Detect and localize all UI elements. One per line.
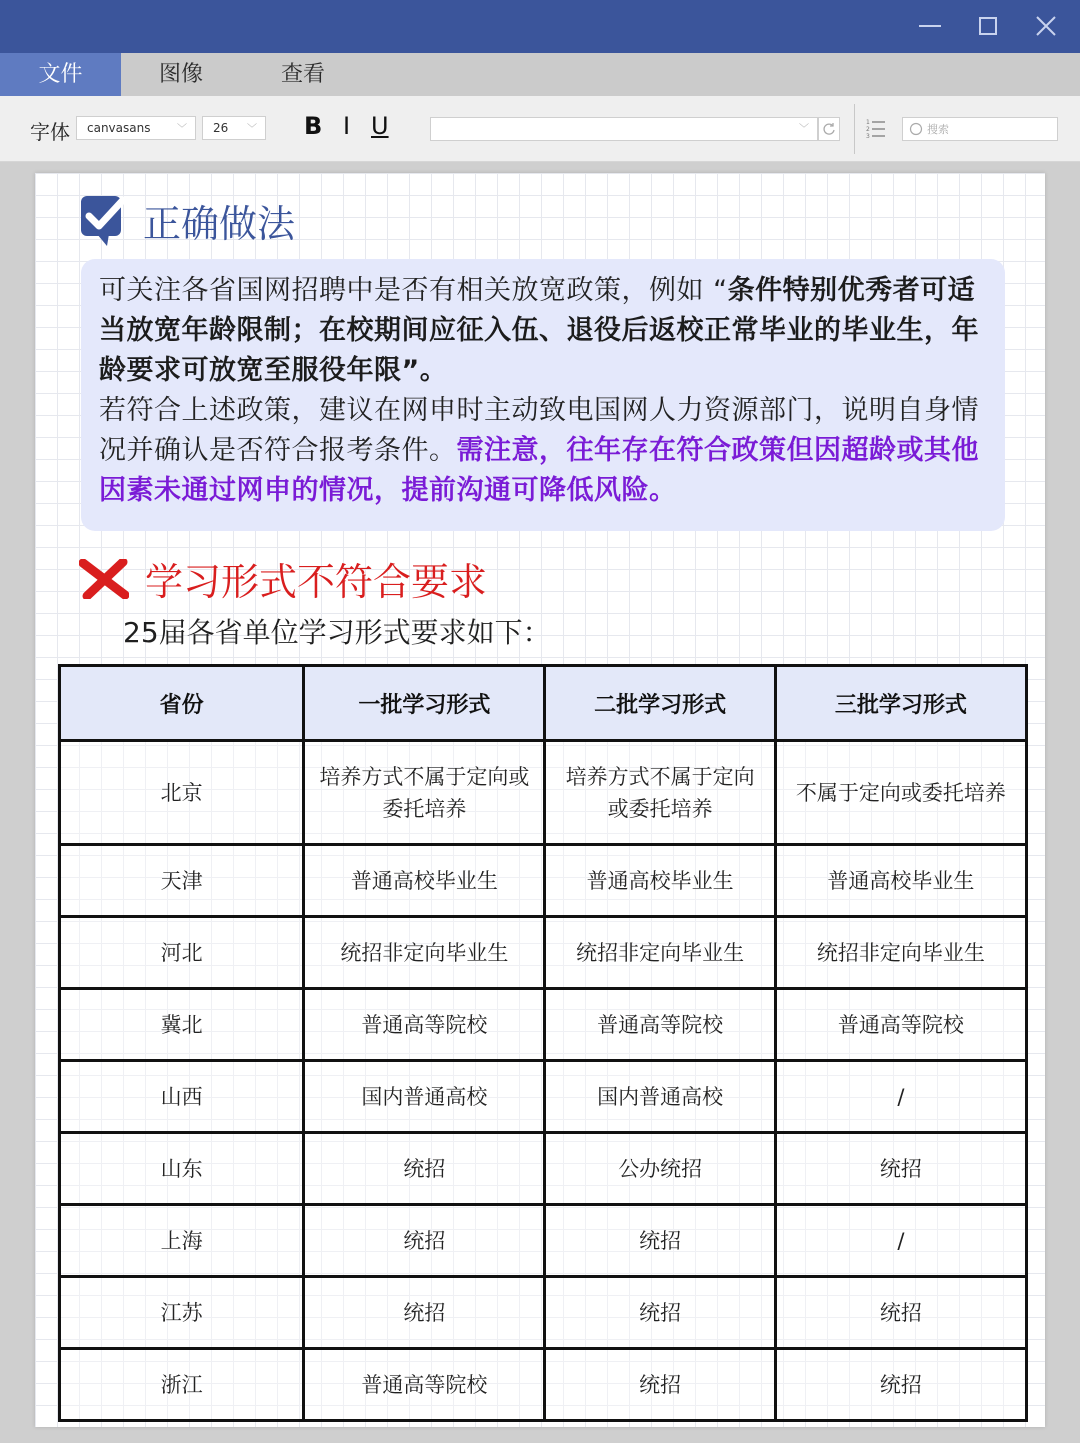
notice-text-2: 若符合上述政策，建议在网申时主动致电国网人力资源部门，说明自身情况并确认是否符合报考条件。: [99, 395, 979, 466]
policy-notice-box: [81, 259, 1005, 531]
study-form-cell: 公办统招: [545, 1133, 775, 1205]
wrong-section-title: 学习形式不符合要求: [145, 560, 488, 604]
province-cell: 浙江: [60, 1349, 304, 1421]
province-cell: 上海: [60, 1205, 304, 1277]
underline-button[interactable]: U: [371, 112, 389, 140]
font-label: 字体: [30, 120, 70, 144]
close-button[interactable]: [1026, 8, 1066, 44]
province-cell: 山东: [60, 1133, 304, 1205]
study-form-cell: 普通高校毕业生: [545, 845, 775, 917]
search-field[interactable]: [902, 117, 1058, 141]
study-form-cell: 统招: [304, 1277, 545, 1349]
study-form-cell: 统招: [304, 1205, 545, 1277]
study-form-cell: /: [775, 1061, 1026, 1133]
study-form-cell: 国内普通高校: [545, 1061, 775, 1133]
table-row: [60, 1349, 1027, 1421]
svg-text:2: 2: [866, 126, 870, 133]
check-badge-icon: [79, 194, 127, 248]
menu-file[interactable]: 文件: [0, 53, 121, 96]
study-form-cell: 普通高等院校: [545, 989, 775, 1061]
table-row: [60, 1061, 1027, 1133]
search-placeholder: 搜索: [927, 123, 949, 136]
font-family-select[interactable]: [76, 116, 196, 140]
study-form-cell: 统招: [545, 1205, 775, 1277]
numbered-list-icon: [866, 118, 886, 140]
maximize-button[interactable]: [968, 8, 1008, 44]
bold-button[interactable]: B: [304, 112, 323, 140]
font-size-value: 26: [213, 121, 229, 135]
study-form-cell: /: [775, 1205, 1026, 1277]
style-combo-input[interactable]: [430, 117, 818, 141]
toolbar-divider: [854, 104, 855, 154]
svg-text:3: 3: [866, 133, 870, 140]
study-form-cell: 统招: [775, 1277, 1026, 1349]
study-form-cell: 统招非定向毕业生: [775, 917, 1026, 989]
italic-button[interactable]: I: [343, 112, 351, 140]
table-row: [60, 917, 1027, 989]
menu-bar: [0, 53, 1080, 96]
chevron-down-icon: ﹀: [247, 124, 257, 135]
study-form-cell: 不属于定向或委托培养: [775, 741, 1026, 845]
study-form-cell: 普通高等院校: [304, 989, 545, 1061]
notice-text-1-bold: 条件特别优秀者可适当放宽年龄限制；在校期间应征入伍、退役后返校正常毕业的毕业生，年龄要求可放宽至服役年限”。: [99, 275, 979, 386]
toolbar: [0, 96, 1080, 162]
maximize-icon: [979, 17, 997, 35]
study-form-cell: 国内普通高校: [304, 1061, 545, 1133]
study-form-cell: 统招: [304, 1133, 545, 1205]
province-cell: 天津: [60, 845, 304, 917]
table-row: [60, 989, 1027, 1061]
study-form-cell: 普通高校毕业生: [304, 845, 545, 917]
study-form-cell: 统招非定向毕业生: [545, 917, 775, 989]
province-cell: 江苏: [60, 1277, 304, 1349]
study-form-cell: 普通高等院校: [775, 989, 1026, 1061]
notice-warning-text: 需注意，往年存在符合政策但因超龄或其他因素未通过网申的情况，提前沟通可降低风险。: [99, 435, 979, 506]
study-form-cell: 培养方式不属于定向或委托培养: [304, 741, 545, 845]
document-canvas: [35, 173, 1045, 1427]
font-family-value: canvasans: [87, 121, 151, 135]
font-size-select[interactable]: [202, 116, 266, 140]
title-bar: [0, 0, 1080, 53]
table-row: [60, 845, 1027, 917]
minimize-button[interactable]: [910, 8, 950, 44]
svg-text:1: 1: [866, 119, 870, 126]
province-cell: 山西: [60, 1061, 304, 1133]
menu-image[interactable]: 图像: [158, 62, 203, 87]
wrong-section-heading: [79, 551, 487, 606]
study-form-cell: 普通高校毕业生: [775, 845, 1026, 917]
header-batch-1: 一批学习形式: [304, 666, 545, 741]
close-icon: [1035, 15, 1057, 37]
correct-section-title: 正确做法: [143, 202, 296, 246]
table-row: [60, 1133, 1027, 1205]
study-form-cell: 统招: [775, 1349, 1026, 1421]
chevron-down-icon: ﹀: [799, 124, 809, 135]
chevron-down-icon: ﹀: [177, 124, 187, 135]
study-form-table: [58, 664, 1028, 1422]
study-form-cell: 统招: [545, 1277, 775, 1349]
table-row: [60, 741, 1027, 845]
notice-text-1: 可关注各省国网招聘中是否有相关放宽政策，例如 “: [99, 275, 728, 306]
province-cell: 河北: [60, 917, 304, 989]
study-form-cell: 统招: [775, 1133, 1026, 1205]
study-form-cell: 普通高等院校: [304, 1349, 545, 1421]
refresh-button[interactable]: [818, 117, 840, 141]
header-batch-3: 三批学习形式: [775, 666, 1026, 741]
refresh-icon: [822, 122, 836, 136]
table-row: [60, 1277, 1027, 1349]
search-icon: [909, 122, 923, 136]
table-row: [60, 1205, 1027, 1277]
minimize-icon: [919, 25, 941, 27]
table-header-row: [60, 666, 1027, 741]
study-form-cell: 统招: [545, 1349, 775, 1421]
numbered-list-button[interactable]: [866, 118, 886, 144]
correct-section-heading: [79, 193, 295, 248]
header-batch-2: 二批学习形式: [545, 666, 775, 741]
header-province: 省份: [60, 666, 304, 741]
study-form-cell: 培养方式不属于定向或委托培养: [545, 741, 775, 845]
province-cell: 北京: [60, 741, 304, 845]
table-intro-text: 25届各省单位学习形式要求如下：: [123, 616, 551, 649]
province-cell: 冀北: [60, 989, 304, 1061]
menu-view[interactable]: 查看: [280, 62, 325, 87]
study-form-cell: 统招非定向毕业生: [304, 917, 545, 989]
cross-mark-icon: [79, 559, 129, 599]
